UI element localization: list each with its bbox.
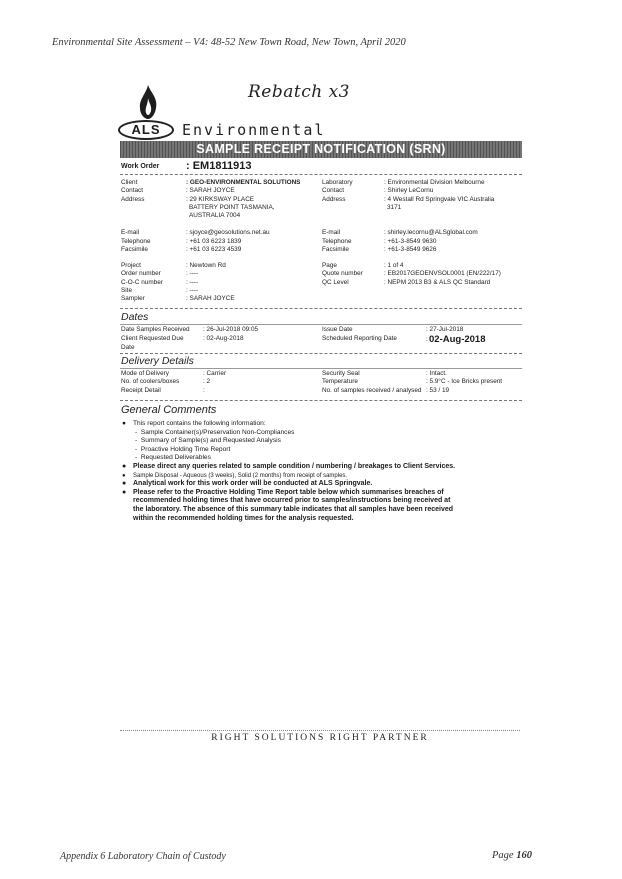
label: Address [322,195,346,203]
delivery-heading: Delivery Details [121,355,194,367]
quote-number: : EB2017GEOENVSOL0001 (EN/222/17) [384,270,501,278]
bullet-icon: ● [122,420,126,427]
project-values [186,262,235,303]
srn-banner [120,141,522,158]
mode-of-delivery: : Carrier [203,370,227,377]
label: Security Seal [322,370,360,377]
label: Client [121,179,138,186]
list-item: ● Please direct any queries related to sample condition / numbering / breakages to Client Services. [122,462,456,470]
label: Sampler [121,295,145,303]
date-received: : 26-Jul-2018 09:05 [203,326,259,333]
label: Date [121,343,135,351]
label: Date Samples Received [121,326,190,333]
lab-telephone: : +61-3-8549 9630 [384,237,437,245]
list-item: - Summary of Sample(s) and Requested Analysis [135,437,281,445]
page-word: Page [492,850,514,861]
label: E-mail [121,229,140,237]
lab-address: : 4 Westall Rd Springvale VIC Australia [384,195,495,203]
sampler: : SARAH JOYCE [186,295,235,303]
label: Site [121,286,133,294]
work-order-value: : EM1811913 [186,160,252,172]
bullet-icon: ● [122,472,126,479]
qc-level: : NEPM 2013 B3 & ALS QC Standard [384,278,491,286]
scheduled-reporting-date: 02-Aug-2018 [429,334,486,345]
label: Scheduled Reporting Date [322,335,397,343]
label: C-O-C number [121,278,163,286]
label: No. of samples received / analysed [322,386,422,394]
bullet-icon: ● [122,480,127,488]
reporting-colon: : [426,336,428,343]
divider [120,174,522,175]
delivery-left-labels [121,370,179,395]
delivery-right-labels [322,370,421,395]
general-comments-body [121,420,521,523]
list-item: ● This report contains the following information: [122,420,266,427]
handwritten-note: Rebatch x3 [248,82,350,102]
samples-received-analysed: : 53 / 19 [426,386,450,394]
list-item: ● Please refer to the Proactive Holding Time Report table below which summarises breaches of recommended holding times that have occurred prior to samples/instructions being received at the laboratory. The absence of this summary table indicates that all samples have been received within the recommended holding times for the analysis requested. [122,488,454,522]
label: Address [121,195,145,203]
label: QC Level [322,278,349,286]
dates-heading: Dates [121,311,149,323]
list-item: - Requested Deliverables [135,454,211,462]
coolers-count: : 2 [203,378,211,386]
project-name: : Newtown Rd [186,262,226,269]
bullet-icon: ● [122,488,127,496]
divider [120,353,522,354]
als-flame-icon [136,84,160,120]
label: Receipt Detail [121,386,161,394]
page-count: : 1 of 4 [384,262,404,269]
label: Issue Date [322,326,353,333]
label: Telephone [121,237,151,245]
dates-left-labels [121,326,190,352]
label: Laboratory [322,179,353,186]
srn-banner-title: SAMPLE RECEIPT NOTIFICATION (SRN) [196,142,446,156]
dates-right-labels [322,326,397,344]
label: Telephone [322,237,352,245]
als-logo-wordmark: Environmental [182,121,326,139]
als-tagline: RIGHT SOLUTIONS RIGHT PARTNER [211,733,429,743]
client-address: AUSTRALIA 7004 [189,212,241,220]
lab-name: : Environmental Division Melbourne [384,179,485,186]
bullet-icon: ● [122,462,127,470]
site: : ---- [186,286,199,294]
client-address: : 29 KIRKSWAY PLACE [186,195,255,203]
list-item: - Proactive Holding Time Report [135,445,231,453]
divider [120,308,522,309]
page-labels [322,262,363,287]
label: Page [322,262,337,269]
label: Facsimile [322,246,349,254]
lab-labels [322,179,353,254]
label: Temperature [322,378,358,386]
label: No. of coolers/boxes [121,378,180,386]
label: Client Requested Due [121,335,184,343]
client-facsimile: : +61 03 6223 4539 [186,246,242,254]
label: Contact [322,187,345,195]
client-address: BATTERY POINT TASMANIA, [189,203,275,211]
label: E-mail [322,229,341,237]
lab-address: 3171 [387,203,402,211]
client-name: : GEO-ENVIRONMENTAL SOLUTIONS [186,179,301,186]
lab-facsimile: : +61-3-8549 9626 [384,246,437,254]
lab-email: : shirley.lecornu@ALSglobal.com [384,229,478,237]
coc-number: : ---- [186,278,199,286]
label: Quote number [322,270,363,278]
temperature: : 5.9°C - Ice Bricks present [426,378,503,386]
page-number-value: 160 [516,850,532,861]
order-number: : ---- [186,270,199,278]
receipt-detail: : [203,386,205,394]
client-email: : sjoyce@geosolutions.net.au [186,229,270,237]
client-labels [121,179,151,254]
client-contact: : SARAH JOYCE [186,187,235,195]
page-number [492,850,532,861]
delivery-left-values [203,370,226,395]
page-header: Environmental Site Assessment – V4: 48-52 New Town Road, New Town, April 2020 [52,37,406,48]
list-item: ● Analytical work for this work order will be conducted at ALS Springvale. [122,480,373,488]
issue-date: : 27-Jul-2018 [426,326,464,333]
lab-contact: : Shirley LeCornu [384,187,434,195]
footer-rule [120,730,520,731]
dates-left-values [203,326,258,344]
delivery-right-values [426,370,502,395]
security-seal: : Intact. [426,370,447,377]
label: Mode of Delivery [121,370,169,377]
list-item: - Sample Container(s)/Preservation Non-Compliances [135,428,295,436]
project-labels [121,262,163,303]
appendix-footer: Appendix 6 Laboratory Chain of Custody [60,851,226,862]
label: Facsimile [121,246,148,254]
list-item: ● Sample Disposal - Aqueous (3 weeks), Solid (2 months) from receipt of samples. [122,472,348,479]
label: Contact [121,187,144,195]
label: Order number [121,270,161,278]
general-comments-heading: General Comments [121,404,217,416]
als-logo-mark: ALS [118,120,174,140]
lab-values [384,179,494,254]
divider [120,324,522,325]
work-order-label: Work Order [121,163,160,170]
client-telephone: : +61 03 6223 1839 [186,237,242,245]
client-due-date: : 02-Aug-2018 [203,335,244,343]
divider [120,368,522,369]
label: Project [121,262,141,269]
page-values [384,262,501,287]
client-values [186,179,300,254]
divider [120,400,522,401]
